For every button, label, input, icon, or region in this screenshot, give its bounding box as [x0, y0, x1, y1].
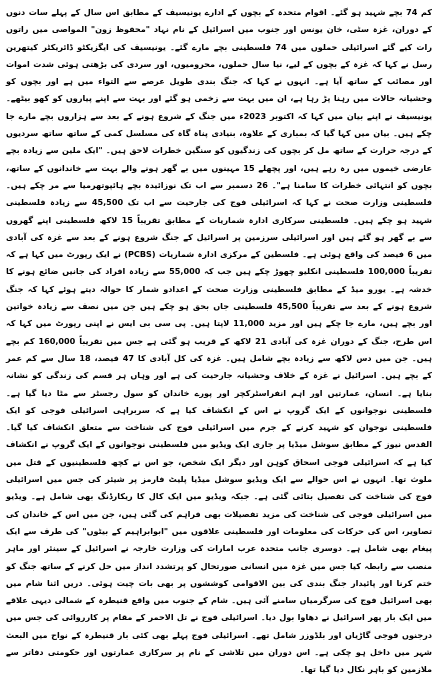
- article-body: کم 74 بچے شہید ہو گئے۔ اقوام متحدہ کے بچوں کے ادارے یونیسیف کے مطابق اس سال کے پہلے سات دنوں کے دوران، غزہ سٹی، خان یونس اور جنوب میں اسرائیل کے نام نہاد "محفوظ زون" المواصی میں راتوں رات کیے گئے اسرائیلی حملوں میں 74 فلسطینی بچے مارے گئے۔ یونیسیف کی ایگزیکٹو ڈائریکٹر کیتھرین رسل نے کہا کہ غزہ کے بچوں کے لیے، نیا سال حملوں، محرومیوں، اور سردی کی بڑھتی ہوئی شدت اموات اور مصائب کے ساتھ آیا ہے۔ انہوں نے کہا کہ جنگ بندی طویل عرصے سے التواء میں ہے اور بچوں کو وحشیانہ حالات میں رہنا پڑ رہا ہے، ان میں بہت سے زخمی ہو گئے اور بہت سے اپنے پیاروں کو کھو بیٹھے۔ یونیسیف نے اپنے بیان میں کہا کہ اکتوبر 2023ء میں جنگ کے شروع ہونے کے بعد سے ہزاروں بچے مارے جا چکے ہیں۔ بیان میں کہا گیا کہ بمباری کے علاوہ، بنیادی پناہ گاہ کی مسلسل کمی کے ساتھ ساتھ سردیوں کے درجہ حرارت کے ساتھ مل کر بچوں کی زندگیوں کو سنگین خطرات لاحق ہیں۔ "ایک ملین سے زیادہ بچے عارضی خیموں میں رہ رہے ہیں، اور پچھلے 15 مہینوں میں بے گھر ہونے والے بہت سے خاندانوں کے ساتھ، بچوں کو انتہائی خطرات کا سامنا ہے"۔ 26 دسمبر سے اب تک نوزائیدہ بچے ہائپوتھرمیا سے مر چکے ہیں۔ فلسطینی وزارت صحت نے کہا کہ اسرائیلی فوج کی جارحیت سے اب تک 45,500 سے زیادہ فلسطینی شہید ہو چکے ہیں۔ فلسطینی سرکاری ادارہ شماریات کے مطابق تقریباً 15 لاکھ فلسطینی اپنے گھروں سے بے گھر ہو گئے ہیں اور اسرائیلی سرزمین پر اسرائیل کے جنگ شروع ہونے کے بعد سے غزہ کی آبادی میں 6 فیصد کی واقع ہوئی ہے۔ فلسطین کے مرکزی ادارہ شماریات (PCBS) نے ایک رپورٹ میں کہا ہے کہ تقریباً 100,000 فلسطینی انکلیو چھوڑ چکے ہیں جب کہ 55,000 سے زیادہ افراد کی جانیں ضائع ہونے کا خدشہ ہے۔ یورو میڈ کے مطابق فلسطینی وزارت صحت کے اعدادو شمار کا حوالہ دیتے ہوئے کہا کہ جنگ شروع ہونے کے بعد سے تقریباً 45,500 فلسطینی جاں بحق ہو چکے ہیں جن میں نصف سے زیادہ خواتین اور بچے ہیں، مارے جا چکے ہیں اور مزید 11,000 لاپتا ہیں۔ پی سی بی ایس نے اپنی رپورٹ میں کہا کہ اس طرح، جنگ کے دوران غزہ کی آبادی 21 لاکھ کے قریب ہو گئی ہے جس میں تقریباً 160,000 کم بچے ہیں۔ جن میں دس لاکھ سے زیادہ بچے شامل ہیں۔ غزہ کی کل آبادی کا 47 فیصد، 18 سال سے کم عمر کے بچے ہیں۔ اسرائیل نے غزہ کے خلاف وحشیانہ جارحیت کی ہے اور وہاں ہر قسم کی زندگی کو نشانہ بنایا ہے۔ انسان، عمارتیں اور اہم انفراسٹرکچر اور پورے خاندان کو سول رجسٹر سے مٹا دیا گیا ہے۔ فلسطینی نوجوانوں کے ایک گروپ نے اس کے انکشاف کیا ہے کہ سربراہی اسرائیلی فوجی کو ایک فلسطینی نوجوان کو شہید کرنے کے جرم میں اسرائیلی فوج کی شناخت سے متعلق انکشاف کیا گیا۔ القدس نیوز کے مطابق سوشل میڈیا پر جاری ایک ویڈیو میں فلسطینی نوجوانوں کے ایک گروپ نے انکشاف کیا ہے کہ اسرائیلی فوجی اسحاق کوہن اور دیگر ایک شخص، جو اس نے کچھ فلسطینیوں کے قتل میں ملوث تھا۔ انہوں نے اس حوالے سے ایک ویڈیو سوشل میڈیا پلیٹ فارمز پر شیئر کی جس میں اسرائیلی فوج کی شناخت کی تفصیل بتائی گئی ہے۔ جبکہ ویڈیو میں ایک کال کا ریکارڈنگ بھی شامل ہے۔ ویڈیو میں اسرائیلی فوجی کی شناخت کی مزید تفصیلات بھی فراہم کی گئی ہیں، جن میں اس کے خاندان کی تصاویر، اس کی حرکات کی معلومات اور فلسطینی علاقوں میں "ابوابراہیم کے بیٹوں" کی طرف سے ایک پیغام بھی شامل ہے۔ دوسری جانب متحدہ عرب امارات کی وزارت خارجہ نے اسرائیل کے سینئر اور ماہر منصب سے رابطہ کیا جس میں غزہ میں انسانی صورتحال کو پرتشدد انداز میں حل کرنے کے ساتھ جنگ کو ختم کرنا اور پائیدار جنگ بندی کی بین الاقوامی کوششوں پر بھی بات چیت ہوئی۔ دریں اثنا شام میں بھی اسرائیل فوج کی سرگرمیاں سامنے آئی ہیں۔ شام کے جنوب میں واقع قنیطرہ کے شمالی دیہی علاقے میں ایک بار پھر اسرائیل نے دھاوا بول دیا۔ اسرائیلی فوج نے تل الاحمر کے مقام پر کارروائی کی جس میں درجنوں فوجی گاڑیاں اور بلڈوزر شامل تھے۔ اسرائیلی فوج پہلے بھی کئی بار قنیطرہ کے نواح میں البعث شہر میں داخل ہو چکی ہے۔ اس دوران میں تلاشی کے نام پر سرکاری عمارتوں اور حکومتی دفاتر سے ملازمین کو باہر نکال دیا گیا تھا۔: [6, 7, 433, 675]
